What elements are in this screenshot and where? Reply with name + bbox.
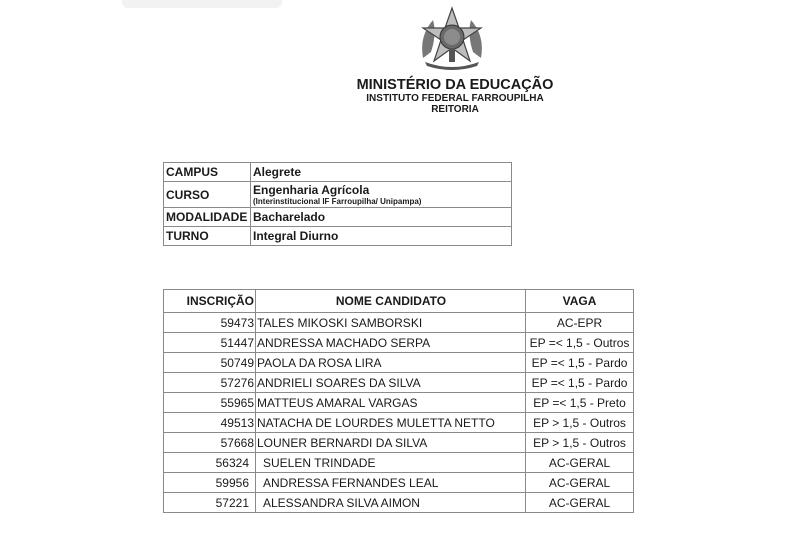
- ministry-title: MINISTÉRIO DA EDUCAÇÃO: [356, 77, 554, 93]
- candidates-table: [163, 289, 634, 513]
- institute-title: INSTITUTO FEDERAL FARROUPILHA: [366, 93, 544, 104]
- nome-cell: SUELEN TRINDADE: [256, 453, 526, 473]
- nome-cell: LOUNER BERNARDI DA SILVA: [256, 433, 526, 453]
- nome-cell: MATTEUS AMARAL VARGAS: [256, 393, 526, 413]
- vaga-cell: AC-GERAL: [526, 473, 634, 493]
- inscricao-cell: 57668: [164, 433, 256, 453]
- table-row: [164, 453, 634, 473]
- campus-label: CAMPUS: [164, 163, 251, 182]
- column-header-vaga: VAGA: [526, 290, 634, 313]
- inscricao-cell: 55965: [164, 393, 256, 413]
- curso-row: [164, 182, 512, 208]
- table-header-row: [164, 290, 634, 313]
- inscricao-cell: 56324: [164, 453, 256, 473]
- brazil-coat-of-arms-icon: [415, 6, 489, 72]
- nome-cell: ANDRIELI SOARES DA SILVA: [256, 373, 526, 393]
- vaga-cell: EP =< 1,5 - Outros: [526, 333, 634, 353]
- table-row: [164, 433, 634, 453]
- unit-title: REITORIA: [431, 104, 479, 115]
- vaga-cell: EP > 1,5 - Outros: [526, 433, 634, 453]
- table-row: [164, 493, 634, 513]
- nome-cell: TALES MIKOSKI SAMBORSKI: [256, 313, 526, 333]
- table-row: [164, 473, 634, 493]
- modalidade-row: [164, 208, 512, 227]
- vaga-cell: EP =< 1,5 - Pardo: [526, 353, 634, 373]
- vaga-cell: EP =< 1,5 - Pardo: [526, 373, 634, 393]
- turno-value: Integral Diurno: [251, 227, 512, 246]
- inscricao-cell: 50749: [164, 353, 256, 373]
- campus-value: Alegrete: [251, 163, 512, 182]
- table-row: [164, 373, 634, 393]
- column-header-inscricao: INSCRIÇÃO: [164, 290, 256, 313]
- modalidade-label: MODALIDADE: [164, 208, 251, 227]
- campus-row: [164, 163, 512, 182]
- table-row: [164, 393, 634, 413]
- inscricao-cell: 57221: [164, 493, 256, 513]
- inscricao-cell: 49513: [164, 413, 256, 433]
- nome-cell: ANDRESSA FERNANDES LEAL: [256, 473, 526, 493]
- table-row: [164, 313, 634, 333]
- document-header: [340, 78, 570, 115]
- inscricao-cell: 57276: [164, 373, 256, 393]
- table-row: [164, 413, 634, 433]
- table-row: [164, 333, 634, 353]
- curso-label: CURSO: [164, 182, 251, 208]
- column-header-nome: NOME CANDIDATO: [256, 290, 526, 313]
- course-info-table: [163, 162, 512, 246]
- table-row: [164, 353, 634, 373]
- vaga-cell: AC-GERAL: [526, 453, 634, 473]
- nome-cell: NATACHA DE LOURDES MULETTA NETTO: [256, 413, 526, 433]
- inscricao-cell: 51447: [164, 333, 256, 353]
- inscricao-cell: 59956: [164, 473, 256, 493]
- top-scroll-band: [122, 0, 282, 8]
- vaga-cell: AC-EPR: [526, 313, 634, 333]
- turno-label: TURNO: [164, 227, 251, 246]
- curso-note: (Interinstitucional IF Farroupilha/ Unipampa): [253, 196, 422, 206]
- modalidade-value: Bacharelado: [251, 208, 512, 227]
- nome-cell: ANDRESSA MACHADO SERPA: [256, 333, 526, 353]
- turno-row: [164, 227, 512, 246]
- curso-cell: [251, 182, 512, 208]
- vaga-cell: EP =< 1,5 - Preto: [526, 393, 634, 413]
- vaga-cell: AC-GERAL: [526, 493, 634, 513]
- vaga-cell: EP > 1,5 - Outros: [526, 413, 634, 433]
- inscricao-cell: 59473: [164, 313, 256, 333]
- nome-cell: ALESSANDRA SILVA AIMON: [256, 493, 526, 513]
- curso-value: Engenharia Agrícola: [253, 182, 370, 197]
- nome-cell: PAOLA DA ROSA LIRA: [256, 353, 526, 373]
